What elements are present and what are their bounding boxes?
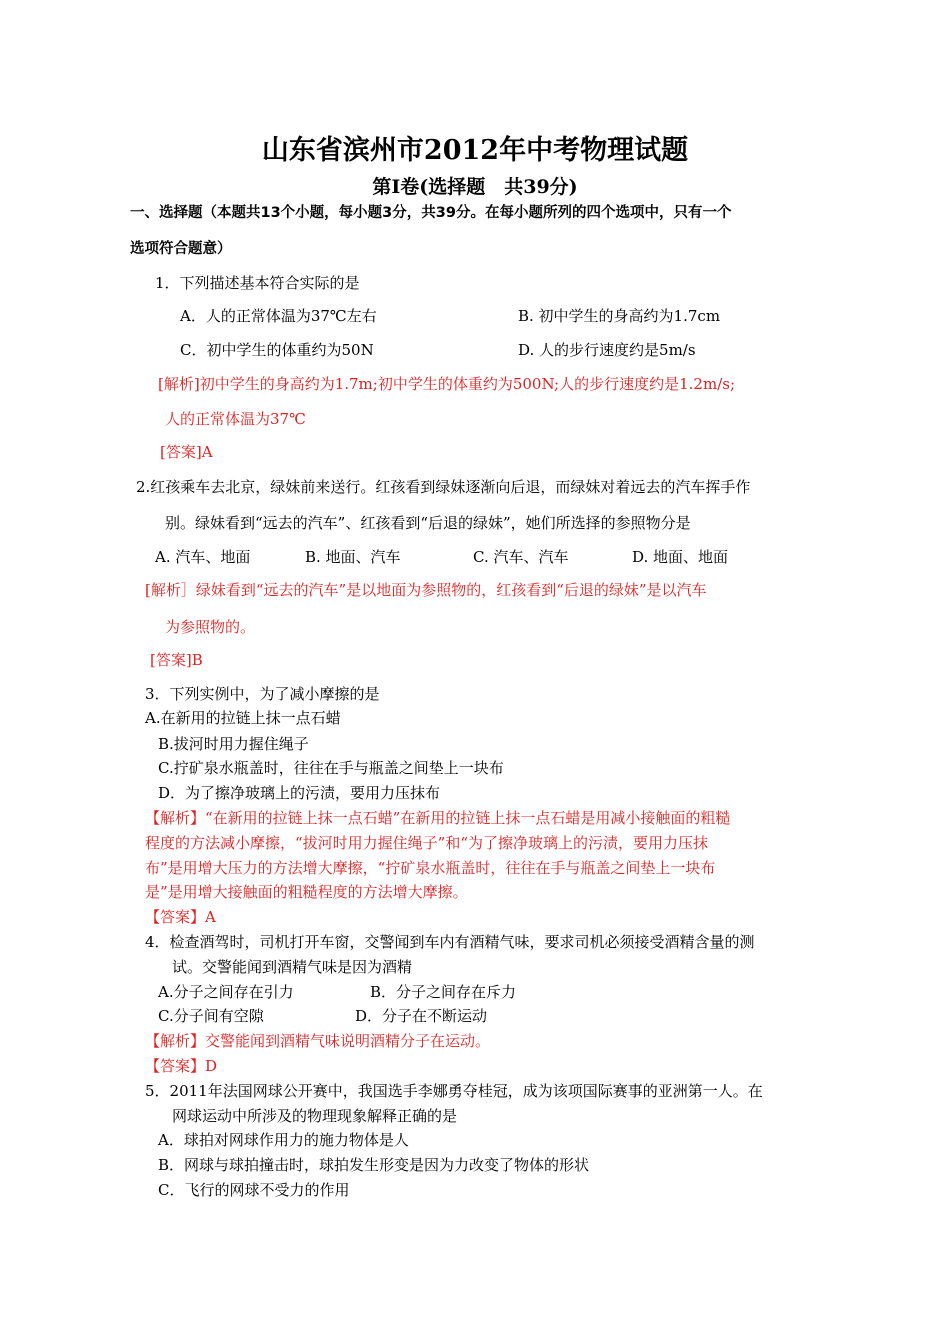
section-heading-line2: 选项符合题意）	[130, 241, 232, 257]
section-heading-line1: 一、选择题（本题共13个小题，每小题3分，共39分。在每小题所列的四个选项中，只有一个	[130, 205, 732, 221]
q3-analysis-line3: 布”是用增大压力的方法增大摩擦，“拧矿泉水瓶盖时，往往在手与瓶盖之间垫上一块布	[145, 859, 716, 877]
q4-analysis: 【解析】交警能闻到酒精气味说明酒精分子在运动。	[145, 1032, 491, 1050]
page-subtitle: 第Ⅰ卷(选择题 共39分)	[372, 176, 578, 198]
q2-option-a: A. 汽车、地面	[155, 548, 251, 566]
q4-option-d: D．分子在不断运动	[355, 1007, 488, 1025]
q1-option-b: B. 初中学生的身高约为1.7cm	[518, 307, 721, 325]
q1-option-d: D. 人的步行速度约是5m/s	[518, 341, 696, 359]
q5-option-c: C．飞行的网球不受力的作用	[158, 1181, 350, 1199]
q2-analysis-line2: 为参照物的。	[165, 618, 256, 636]
q4-stem-line1: 4．检查酒驾时，司机打开车窗，交警闻到车内有酒精气味，要求司机必须接受酒精含量的测	[145, 933, 755, 951]
q3-stem: 3．下列实例中，为了减小摩擦的是	[145, 685, 380, 703]
q1-option-a: A．人的正常体温为37℃左右	[180, 307, 377, 325]
q4-option-b: B．分子之间存在斥力	[370, 983, 517, 1001]
q2-answer: [答案]B	[150, 651, 203, 669]
q3-answer: 【答案】A	[145, 908, 216, 926]
q2-option-d: D. 地面、地面	[632, 548, 729, 566]
q5-option-b: B．网球与球拍撞击时，球拍发生形变是因为力改变了物体的形状	[158, 1156, 590, 1174]
q1-analysis-line2: 人的正常体温为37℃	[165, 410, 306, 428]
q1-option-c: C．初中学生的体重约为50N	[180, 341, 374, 359]
q1-analysis-line1: [解析]初中学生的身高约为1.7m;初中学生的体重约为500N;人的步行速度约是1.2m/s;	[158, 375, 735, 393]
q5-stem-line2: 网球运动中所涉及的物理现象解释正确的是	[172, 1107, 458, 1125]
q3-option-c: C.拧矿泉水瓶盖时，往往在手与瓶盖之间垫上一块布	[158, 759, 504, 777]
q4-option-c: C.分子间有空隙	[158, 1007, 264, 1025]
q5-option-a: A．球拍对网球作用力的施力物体是人	[158, 1131, 409, 1149]
q5-stem-line1: 5．2011年法国网球公开赛中，我国选手李娜勇夺桂冠，成为该项国际赛事的亚洲第一人。在	[145, 1082, 763, 1100]
q4-option-a: A.分子之间存在引力	[158, 983, 294, 1001]
page-title: 山东省滨州市2012年中考物理试题	[261, 135, 689, 166]
q3-analysis-line4: 是”是用增大接触面的粗糙程度的方法增大摩擦。	[145, 883, 468, 901]
q2-option-b: B. 地面、汽车	[305, 548, 401, 566]
q2-analysis-line1: [解析］绿妹看到“远去的汽车”是以地面为参照物的，红孩看到“后退的绿妹”是以汽车	[145, 581, 707, 599]
q3-analysis-line1: 【解析】“在新用的拉链上抹一点石蜡”在新用的拉链上抹一点石蜡是用减小接触面的粗糙	[145, 809, 731, 827]
q2-stem-line1: 2.红孩乘车去北京，绿妹前来送行。红孩看到绿妹逐渐向后退，而绿妹对着远去的汽车挥手作	[136, 478, 751, 496]
q1-answer: [答案]A	[160, 443, 213, 461]
q3-option-b: B.拔河时用力握住绳子	[158, 735, 309, 753]
q3-analysis-line2: 程度的方法减小摩擦，“拔河时用力握住绳子”和“为了擦净玻璃上的污渍，要用力压抹	[145, 834, 709, 852]
q2-stem-line2: 别。绿妹看到“远去的汽车”、红孩看到“后退的绿妹”，她们所选择的参照物分是	[165, 514, 691, 532]
q4-stem-line2: 试。交警能闻到酒精气味是因为酒精	[172, 958, 413, 976]
q3-option-a: A.在新用的拉链上抹一点石蜡	[145, 709, 341, 727]
q1-stem: 1．下列描述基本符合实际的是	[155, 274, 360, 292]
q2-option-c: C. 汽车、汽车	[473, 548, 569, 566]
q3-option-d: D．为了擦净玻璃上的污渍，要用力压抹布	[158, 784, 441, 802]
q4-answer: 【答案】D	[145, 1057, 218, 1075]
